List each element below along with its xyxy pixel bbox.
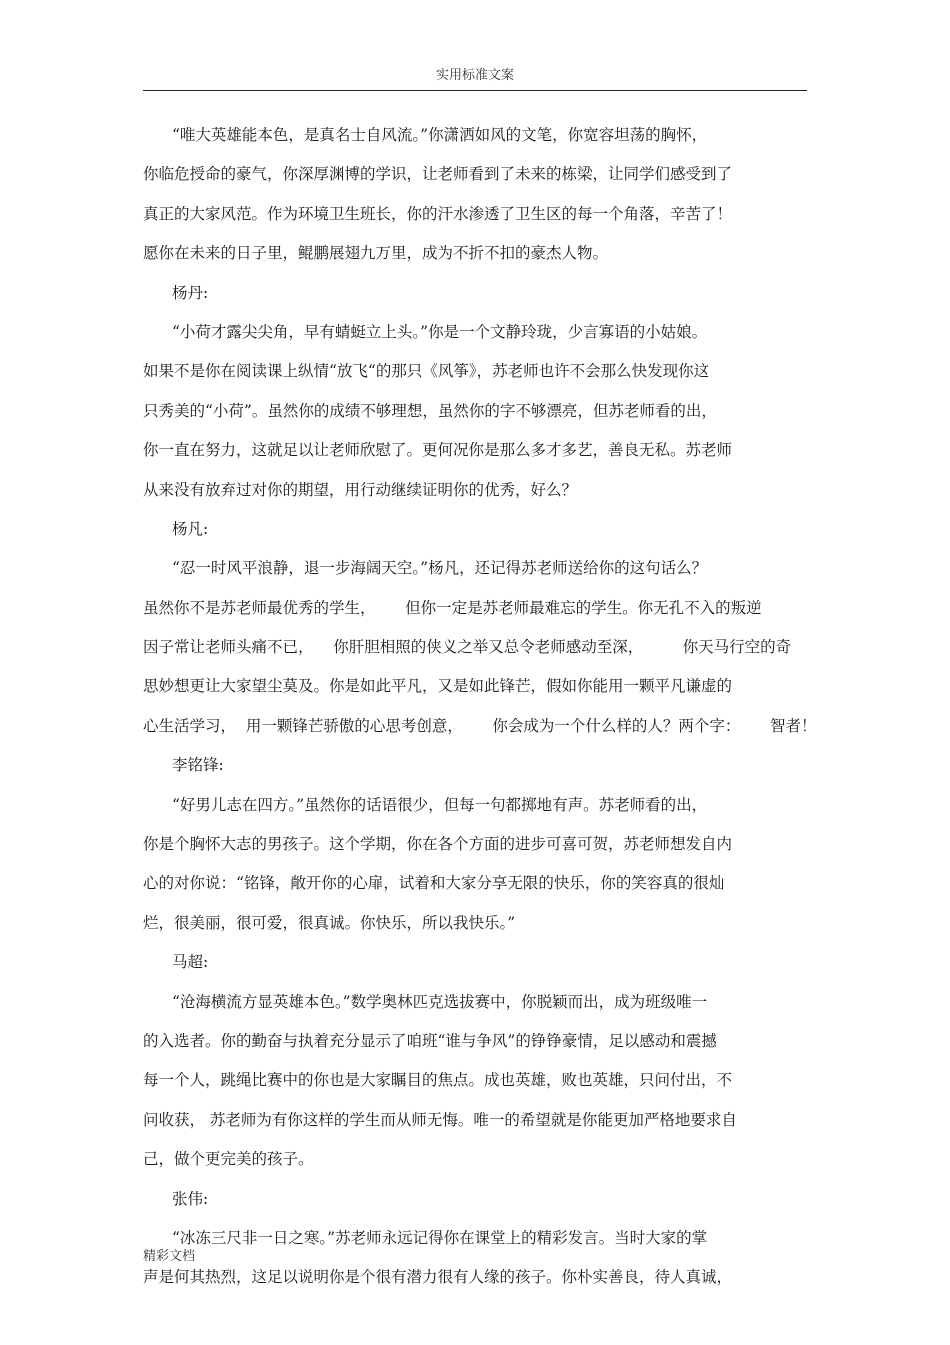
text-line: 愿你在未来的日子里，鲲鹏展翅九万里，成为不折不扣的豪杰人物。: [143, 244, 609, 263]
text-line: 杨凡:: [172, 519, 209, 538]
header-divider: [143, 90, 807, 91]
text-line: 杨丹:: [172, 283, 209, 302]
text-line: 因子常让老师头痛不已， 你肝胆相照的侠义之举又总令老师感动至深， 你天马行空的奇: [143, 638, 792, 657]
text-line: 声是何其热烈，这足以说明你是个很有潜力很有人缘的孩子。你朴实善良，待人真诚，: [143, 1268, 733, 1287]
text-line: “冰冻三尺非一日之寒。”苏老师永远记得你在课堂上的精彩发言。当时大家的掌: [172, 1228, 708, 1247]
text-line: 烂，很美丽，很可爱，很真诚。你快乐，所以我快乐。”: [143, 913, 516, 932]
text-line: 你临危授命的豪气，你深厚渊博的学识，让老师看到了未来的栋梁，让同学们感受到了: [143, 165, 733, 184]
text-line: 真正的大家风范。作为环境卫生班长，你的汗水渗透了卫生区的每一个角落，辛苦了！: [143, 204, 733, 223]
text-line: “唯大英雄能本色，是真名士自风流。”你潇洒如风的文笔，你宽容坦荡的胸怀，: [172, 126, 708, 144]
text-line: 心的对你说：“铭锋，敞开你的心扉，试着和大家分享无限的快乐，你的笑容真的很灿: [143, 874, 725, 893]
text-line: 你一直在努力，这就足以让老师欣慰了。更何况你是那么多才多艺，善良无私。苏老师: [143, 441, 733, 460]
text-line: 虽然你不是苏老师最优秀的学生， 但你一定是苏老师最难忘的学生。你无孔不入的叛逆: [143, 598, 762, 617]
text-line: 每一个人，跳绳比赛中的你也是大家瞩目的焦点。成也英雄，败也英雄，只问付出，不: [143, 1071, 733, 1090]
document-body: [0, 116, 950, 1298]
text-line: 你是个胸怀大志的男孩子。这个学期，你在各个方面的进步可喜可贺，苏老师想发自内: [143, 835, 733, 854]
page-footer-label: 精彩文档: [143, 1249, 196, 1264]
page-header-title: 实用标准文案: [435, 68, 514, 83]
text-line: 只秀美的“小荷”。虽然你的成绩不够理想，虽然你的字不够漂亮，但苏老师看的出，: [143, 401, 717, 420]
text-line: 马超:: [172, 953, 209, 972]
text-line: 思妙想更让大家望尘莫及。你是如此平凡，又是如此锋芒，假如你能用一颗平凡谦虚的: [143, 677, 733, 696]
text-line: “忍一时风平浪静，退一步海阔天空。”杨凡，还记得苏老师送给你的这句话么？: [172, 559, 708, 578]
text-line: 心生活学习， 用一颗锋芒骄傲的心思考创意， 你会成为一个什么样的人？两个字： 智者！: [143, 716, 817, 735]
text-line: “小荷才露尖尖角，早有蜻蜓立上头。”你是一个文静玲珑，少言寡语的小姑娘。: [172, 322, 708, 341]
text-line: 己，做个更完美的孩子。: [143, 1150, 314, 1169]
text-line: 从来没有放弃过对你的期望，用行动继续证明你的优秀，好么？: [143, 480, 578, 499]
text-line: “沧海横流方显英雄本色。”数学奥林匹克选拔赛中，你脱颖而出，成为班级唯一: [172, 992, 708, 1011]
text-line: 如果不是你在阅读课上纵情“放飞“的那只《风筝》，苏老师也许不会那么快发现你这: [143, 362, 710, 381]
text-line: “好男儿志在四方。”虽然你的话语很少，但每一句都掷地有声。苏老师看的出，: [172, 795, 708, 814]
text-line: 张伟:: [172, 1189, 209, 1208]
text-line: 问收获， 苏老师为有你这样的学生而从师无悔。唯一的希望就是你能更加严格地要求自: [143, 1110, 737, 1129]
text-line: 的入选者。你的勤奋与执着充分显示了咱班“谁与争风”的铮铮豪情，足以感动和震撼: [143, 1031, 717, 1050]
text-line: 李铭锋:: [172, 756, 224, 775]
